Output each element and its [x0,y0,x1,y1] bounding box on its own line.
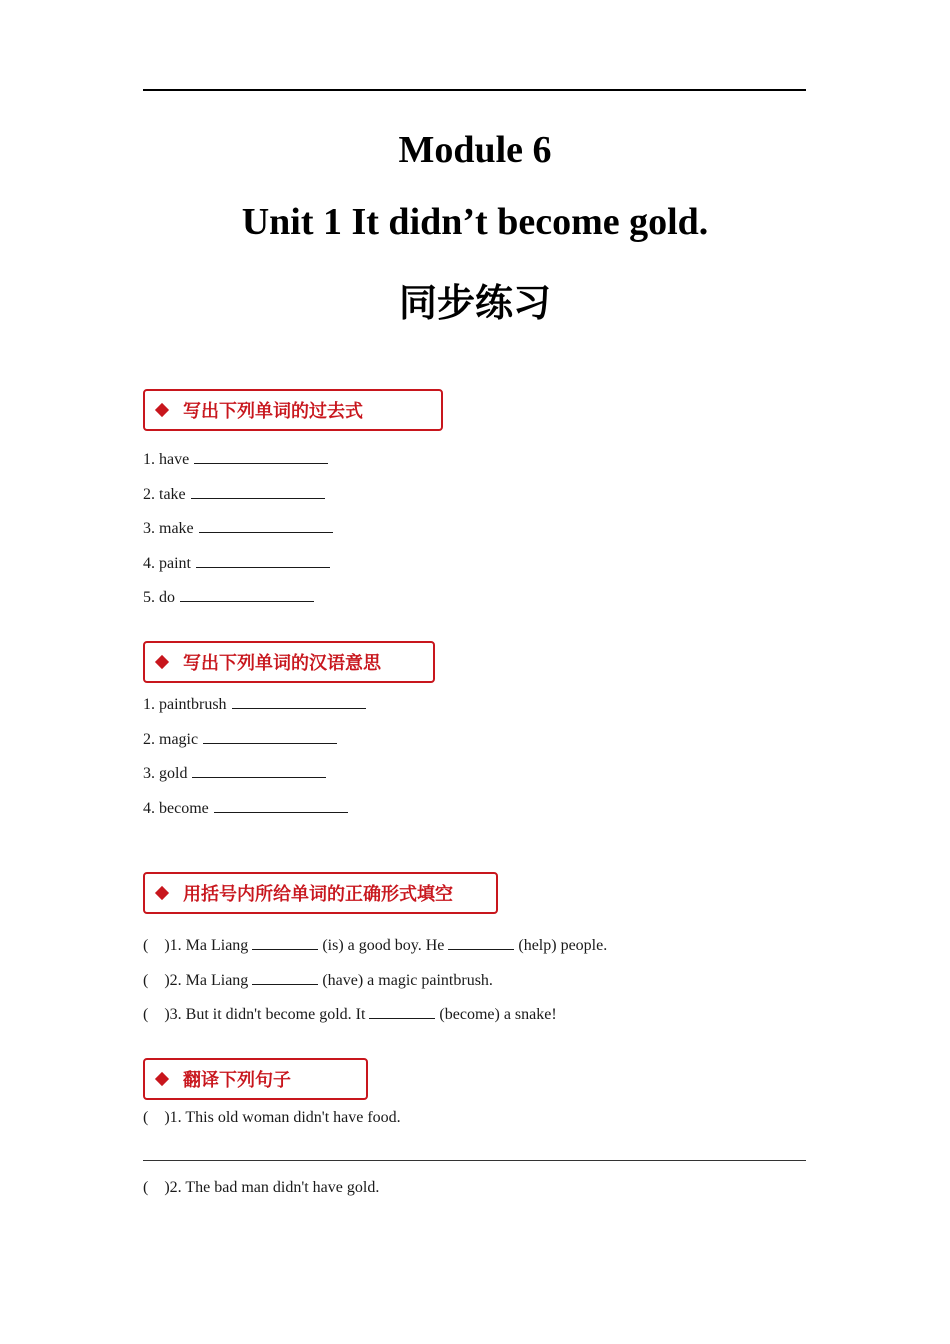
list-item: 3. gold [143,763,326,783]
list-item: 1. paintbrush [143,694,366,714]
list-item: ( )1. Ma Liang (is) a good boy. He (help) people. [143,937,608,954]
answer-blank[interactable] [199,518,333,533]
answer-blank[interactable] [191,484,325,499]
diamond-icon [155,655,169,669]
answer-blank[interactable] [252,970,318,985]
answer-blank[interactable] [448,935,514,950]
answer-blank[interactable] [180,587,314,602]
diamond-icon [155,403,169,417]
list-item: 5. do [143,587,314,607]
answer-blank[interactable] [214,798,348,813]
section-heading-fill-blank [143,872,498,914]
section-heading-chinese-meaning [143,641,435,683]
answer-blank[interactable] [203,729,337,744]
list-item: 4. become [143,798,348,818]
section-heading-label: 写出下列单词的汉语意思 [183,653,381,674]
top-rule [143,89,806,91]
unit-title: Unit 1 It didn’t become gold. [241,201,709,243]
module-title: Module 6 [398,129,552,171]
list-item: 2. magic [143,729,337,749]
list-item: 1. have [143,449,328,469]
list-item: ( )2. The bad man didn't have gold. [143,1179,380,1196]
section-heading-label: 用括号内所给单词的正确形式填空 [183,884,453,905]
answer-line[interactable] [143,1160,806,1161]
answer-blank[interactable] [194,449,328,464]
list-item: ( )3. But it didn't become gold. It (become) a snake! [143,1006,557,1023]
section-heading-label: 翻译下列句子 [183,1070,291,1091]
answer-blank[interactable] [369,1004,435,1019]
answer-blank[interactable] [232,694,366,709]
diamond-icon [155,886,169,900]
answer-blank[interactable] [196,553,330,568]
list-item: ( )1. This old woman didn't have food. [143,1109,401,1126]
list-item: ( )2. Ma Liang (have) a magic paintbrush. [143,972,493,989]
list-item: 4. paint [143,553,330,573]
answer-blank[interactable] [192,763,326,778]
list-item: 3. make [143,518,333,538]
answer-blank[interactable] [252,935,318,950]
section-heading-label: 写出下列单词的过去式 [183,401,363,422]
section-heading-translate [143,1058,368,1100]
diamond-icon [155,1072,169,1086]
list-item: 2. take [143,484,325,504]
subtitle: 同步练习 [398,281,551,325]
section-heading-past-tense [143,389,443,431]
